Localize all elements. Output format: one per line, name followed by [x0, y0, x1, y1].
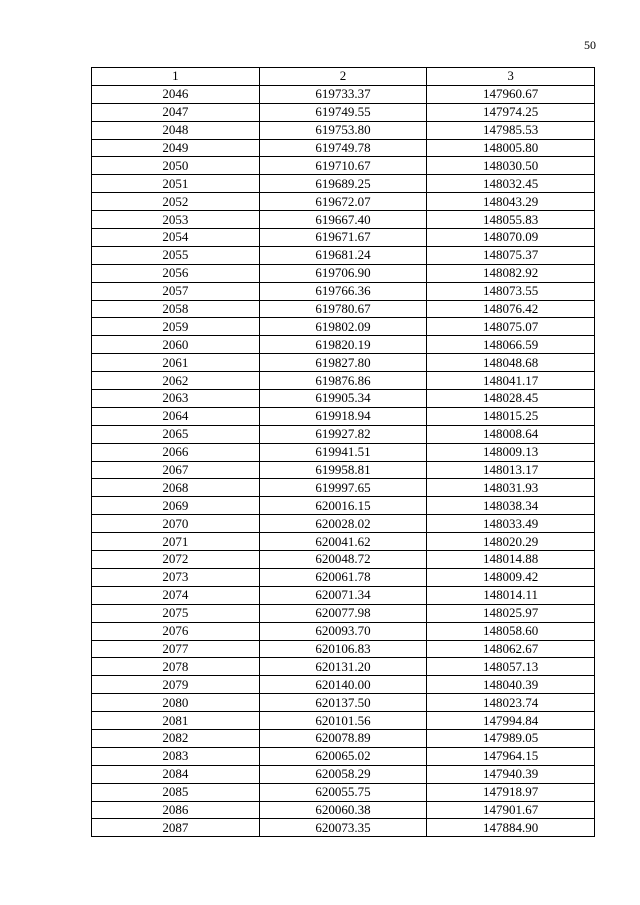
x-coordinate-cell: 620065.02	[259, 747, 427, 765]
table-row	[92, 354, 595, 372]
y-coordinate-cell: 148030.50	[427, 157, 595, 175]
table-row	[92, 533, 595, 551]
x-coordinate-cell: 619753.80	[259, 121, 427, 139]
y-coordinate-cell: 147964.15	[427, 747, 595, 765]
table-row	[92, 443, 595, 461]
x-coordinate-cell: 619706.90	[259, 264, 427, 282]
y-coordinate-cell: 147918.97	[427, 783, 595, 801]
x-coordinate-cell: 620071.34	[259, 586, 427, 604]
x-coordinate-cell: 620077.98	[259, 604, 427, 622]
table-row	[92, 497, 595, 515]
point-number-cell: 2066	[92, 443, 260, 461]
x-coordinate-cell: 619766.36	[259, 282, 427, 300]
x-coordinate-cell: 619918.94	[259, 407, 427, 425]
table-row	[92, 783, 595, 801]
x-coordinate-cell: 619997.65	[259, 479, 427, 497]
table-row	[92, 103, 595, 121]
table-row	[92, 604, 595, 622]
table-row	[92, 747, 595, 765]
y-coordinate-cell: 148028.45	[427, 390, 595, 408]
point-number-cell: 2074	[92, 586, 260, 604]
point-number-cell: 2053	[92, 211, 260, 229]
y-coordinate-cell: 147989.05	[427, 729, 595, 747]
point-number-cell: 2052	[92, 193, 260, 211]
y-coordinate-cell: 148025.97	[427, 604, 595, 622]
table-body	[92, 85, 595, 836]
x-coordinate-cell: 619820.19	[259, 336, 427, 354]
point-number-cell: 2049	[92, 139, 260, 157]
point-number-cell: 2071	[92, 533, 260, 551]
table-row	[92, 765, 595, 783]
x-coordinate-cell: 619905.34	[259, 390, 427, 408]
x-coordinate-cell: 620137.50	[259, 694, 427, 712]
y-coordinate-cell: 148048.68	[427, 354, 595, 372]
table-row	[92, 640, 595, 658]
y-coordinate-cell: 148066.59	[427, 336, 595, 354]
table-row	[92, 694, 595, 712]
y-coordinate-cell: 148031.93	[427, 479, 595, 497]
y-coordinate-cell: 147974.25	[427, 103, 595, 121]
table-row	[92, 729, 595, 747]
y-coordinate-cell: 147901.67	[427, 801, 595, 819]
y-coordinate-cell: 148070.09	[427, 229, 595, 247]
y-coordinate-cell: 148041.17	[427, 372, 595, 390]
table-row	[92, 139, 595, 157]
point-number-cell: 2079	[92, 676, 260, 694]
y-coordinate-cell: 147960.67	[427, 85, 595, 103]
y-coordinate-cell: 148009.42	[427, 568, 595, 586]
y-coordinate-cell: 148073.55	[427, 282, 595, 300]
x-coordinate-cell: 620073.35	[259, 819, 427, 837]
x-coordinate-cell: 619667.40	[259, 211, 427, 229]
x-coordinate-cell: 620131.20	[259, 658, 427, 676]
table-row	[92, 551, 595, 569]
table-row	[92, 229, 595, 247]
point-number-cell: 2086	[92, 801, 260, 819]
point-number-cell: 2078	[92, 658, 260, 676]
y-coordinate-cell: 147884.90	[427, 819, 595, 837]
y-coordinate-cell: 148014.11	[427, 586, 595, 604]
x-coordinate-cell: 620140.00	[259, 676, 427, 694]
table-row	[92, 264, 595, 282]
table-row	[92, 336, 595, 354]
column-header: 2	[259, 68, 427, 86]
x-coordinate-cell: 620060.38	[259, 801, 427, 819]
y-coordinate-cell: 148075.37	[427, 246, 595, 264]
point-number-cell: 2075	[92, 604, 260, 622]
table-row	[92, 622, 595, 640]
y-coordinate-cell: 148033.49	[427, 515, 595, 533]
table-row	[92, 211, 595, 229]
point-number-cell: 2054	[92, 229, 260, 247]
x-coordinate-cell: 619827.80	[259, 354, 427, 372]
coordinates-table	[91, 67, 595, 837]
table-row	[92, 390, 595, 408]
point-number-cell: 2062	[92, 372, 260, 390]
x-coordinate-cell: 620106.83	[259, 640, 427, 658]
y-coordinate-cell: 148038.34	[427, 497, 595, 515]
x-coordinate-cell: 619672.07	[259, 193, 427, 211]
table-header-row	[92, 68, 595, 86]
table-row	[92, 193, 595, 211]
y-coordinate-cell: 148023.74	[427, 694, 595, 712]
y-coordinate-cell: 148013.17	[427, 461, 595, 479]
table-row	[92, 372, 595, 390]
x-coordinate-cell: 620055.75	[259, 783, 427, 801]
point-number-cell: 2082	[92, 729, 260, 747]
table-row	[92, 676, 595, 694]
page-number: 50	[584, 38, 596, 52]
table-row	[92, 121, 595, 139]
x-coordinate-cell: 619802.09	[259, 318, 427, 336]
column-header: 1	[92, 68, 260, 86]
x-coordinate-cell: 620048.72	[259, 551, 427, 569]
x-coordinate-cell: 620058.29	[259, 765, 427, 783]
point-number-cell: 2080	[92, 694, 260, 712]
point-number-cell: 2050	[92, 157, 260, 175]
table-row	[92, 300, 595, 318]
table-row	[92, 425, 595, 443]
point-number-cell: 2085	[92, 783, 260, 801]
table-row	[92, 819, 595, 837]
point-number-cell: 2072	[92, 551, 260, 569]
table-row	[92, 85, 595, 103]
point-number-cell: 2069	[92, 497, 260, 515]
table-row	[92, 658, 595, 676]
point-number-cell: 2076	[92, 622, 260, 640]
point-number-cell: 2048	[92, 121, 260, 139]
table-row	[92, 318, 595, 336]
x-coordinate-cell: 619958.81	[259, 461, 427, 479]
table-row	[92, 282, 595, 300]
point-number-cell: 2077	[92, 640, 260, 658]
x-coordinate-cell: 620016.15	[259, 497, 427, 515]
table-row	[92, 515, 595, 533]
point-number-cell: 2058	[92, 300, 260, 318]
table-row	[92, 157, 595, 175]
y-coordinate-cell: 148015.25	[427, 407, 595, 425]
point-number-cell: 2068	[92, 479, 260, 497]
x-coordinate-cell: 620041.62	[259, 533, 427, 551]
y-coordinate-cell: 148040.39	[427, 676, 595, 694]
table-row	[92, 568, 595, 586]
table-row	[92, 586, 595, 604]
y-coordinate-cell: 148020.29	[427, 533, 595, 551]
point-number-cell: 2046	[92, 85, 260, 103]
point-number-cell: 2051	[92, 175, 260, 193]
y-coordinate-cell: 148005.80	[427, 139, 595, 157]
y-coordinate-cell: 148076.42	[427, 300, 595, 318]
point-number-cell: 2061	[92, 354, 260, 372]
point-number-cell: 2087	[92, 819, 260, 837]
x-coordinate-cell: 619689.25	[259, 175, 427, 193]
table-row	[92, 712, 595, 730]
y-coordinate-cell: 147940.39	[427, 765, 595, 783]
y-coordinate-cell: 148057.13	[427, 658, 595, 676]
point-number-cell: 2059	[92, 318, 260, 336]
point-number-cell: 2060	[92, 336, 260, 354]
table-row	[92, 246, 595, 264]
x-coordinate-cell: 620101.56	[259, 712, 427, 730]
x-coordinate-cell: 619780.67	[259, 300, 427, 318]
x-coordinate-cell: 620093.70	[259, 622, 427, 640]
y-coordinate-cell: 147985.53	[427, 121, 595, 139]
point-number-cell: 2073	[92, 568, 260, 586]
x-coordinate-cell: 619749.55	[259, 103, 427, 121]
point-number-cell: 2067	[92, 461, 260, 479]
x-coordinate-cell: 619927.82	[259, 425, 427, 443]
y-coordinate-cell: 148075.07	[427, 318, 595, 336]
y-coordinate-cell: 148082.92	[427, 264, 595, 282]
x-coordinate-cell: 619710.67	[259, 157, 427, 175]
point-number-cell: 2064	[92, 407, 260, 425]
x-coordinate-cell: 620061.78	[259, 568, 427, 586]
x-coordinate-cell: 619671.67	[259, 229, 427, 247]
table-row	[92, 407, 595, 425]
point-number-cell: 2055	[92, 246, 260, 264]
y-coordinate-cell: 148014.88	[427, 551, 595, 569]
x-coordinate-cell: 619733.37	[259, 85, 427, 103]
point-number-cell: 2083	[92, 747, 260, 765]
point-number-cell: 2047	[92, 103, 260, 121]
y-coordinate-cell: 148058.60	[427, 622, 595, 640]
table-row	[92, 175, 595, 193]
y-coordinate-cell: 148062.67	[427, 640, 595, 658]
point-number-cell: 2081	[92, 712, 260, 730]
y-coordinate-cell: 148055.83	[427, 211, 595, 229]
x-coordinate-cell: 620028.02	[259, 515, 427, 533]
y-coordinate-cell: 148009.13	[427, 443, 595, 461]
x-coordinate-cell: 620078.89	[259, 729, 427, 747]
point-number-cell: 2057	[92, 282, 260, 300]
table-row	[92, 801, 595, 819]
table-row	[92, 479, 595, 497]
point-number-cell: 2063	[92, 390, 260, 408]
y-coordinate-cell: 148043.29	[427, 193, 595, 211]
x-coordinate-cell: 619749.78	[259, 139, 427, 157]
y-coordinate-cell: 147994.84	[427, 712, 595, 730]
y-coordinate-cell: 148008.64	[427, 425, 595, 443]
y-coordinate-cell: 148032.45	[427, 175, 595, 193]
point-number-cell: 2065	[92, 425, 260, 443]
table-row	[92, 461, 595, 479]
x-coordinate-cell: 619876.86	[259, 372, 427, 390]
column-header: 3	[427, 68, 595, 86]
x-coordinate-cell: 619941.51	[259, 443, 427, 461]
point-number-cell: 2070	[92, 515, 260, 533]
point-number-cell: 2084	[92, 765, 260, 783]
x-coordinate-cell: 619681.24	[259, 246, 427, 264]
point-number-cell: 2056	[92, 264, 260, 282]
